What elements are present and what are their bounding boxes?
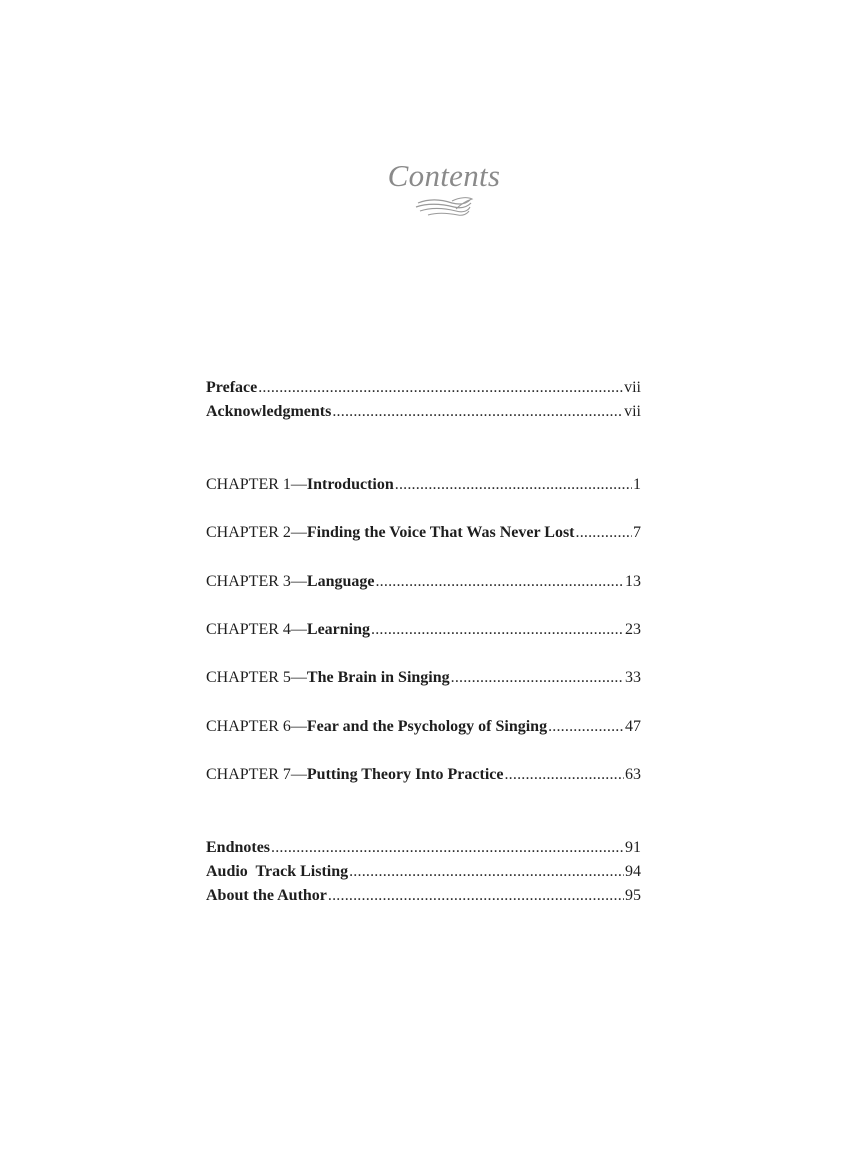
toc-entry-acknowledgments[interactable] — [206, 400, 641, 424]
dot-leader — [332, 400, 623, 424]
toc-entry-chapter-4[interactable] — [206, 618, 641, 642]
toc-entry-page: 47 — [625, 718, 641, 735]
dot-leader — [504, 763, 624, 787]
chapter-prefix: CHAPTER 4— — [206, 621, 307, 638]
dot-leader — [375, 570, 624, 594]
chapter-prefix: CHAPTER 6— — [206, 718, 307, 735]
contents-heading — [0, 157, 864, 221]
toc-entry-page: vii — [624, 403, 641, 420]
chapter-prefix: CHAPTER 2— — [206, 524, 307, 541]
chapter-prefix: CHAPTER 1— — [206, 476, 307, 493]
toc-entry-page: 13 — [625, 573, 641, 590]
toc-entry-chapter-3[interactable] — [206, 570, 641, 594]
dot-leader — [271, 836, 624, 860]
toc-entry-title: Endnotes — [206, 839, 271, 856]
toc-entry-title: Introduction — [306, 476, 394, 493]
toc-entry-chapter-6[interactable] — [206, 715, 641, 739]
toc-entry-title: Finding the Voice That Was Never Lost — [306, 524, 575, 541]
dot-leader — [371, 618, 624, 642]
toc-entry-page: 1 — [633, 476, 641, 493]
toc-entry-chapter-2[interactable] — [206, 521, 641, 545]
toc-entry-page: 7 — [633, 524, 641, 541]
dot-leader — [328, 884, 624, 908]
toc-entry-page: 91 — [625, 839, 641, 856]
toc-entry-audio-track-listing[interactable] — [206, 860, 641, 884]
chapter-prefix: CHAPTER 3— — [206, 573, 307, 590]
toc-entry-title: About the Author — [206, 887, 327, 904]
toc-entry-title: Audio Track Listing — [206, 863, 349, 880]
toc-entry-page: 63 — [625, 766, 641, 783]
toc-entry-page: 95 — [625, 887, 641, 904]
dot-leader — [349, 860, 624, 884]
toc-entry-chapter-7[interactable] — [206, 763, 641, 787]
toc-entry-title: Putting Theory Into Practice — [306, 766, 504, 783]
toc-entry-title: Language — [306, 573, 375, 590]
dot-leader — [451, 666, 624, 690]
toc-entry-page: vii — [624, 379, 641, 396]
dot-leader — [395, 473, 632, 497]
toc-entry-about-the-author[interactable] — [206, 884, 641, 908]
toc-entry-page: 33 — [625, 669, 641, 686]
toc-entry-page: 94 — [625, 863, 641, 880]
page-title: Contents — [387, 158, 501, 193]
toc-entry-title: Preface — [206, 379, 258, 396]
dot-leader — [258, 376, 623, 400]
toc-entry-page: 23 — [625, 621, 641, 638]
dot-leader — [548, 715, 624, 739]
toc-entry-title: The Brain in Singing — [306, 669, 450, 686]
toc-entry-endnotes[interactable] — [206, 836, 641, 860]
feather-flourish-icon — [414, 195, 474, 221]
chapter-prefix: CHAPTER 5— — [206, 669, 307, 686]
toc-entry-chapter-5[interactable] — [206, 666, 641, 690]
dot-leader — [576, 521, 633, 545]
toc-entry-title: Learning — [306, 621, 371, 638]
toc-entry-title: Fear and the Psychology of Singing — [306, 718, 548, 735]
chapter-prefix: CHAPTER 7— — [206, 766, 307, 783]
toc-entry-chapter-1[interactable] — [206, 473, 641, 497]
toc-entry-preface[interactable] — [206, 376, 641, 400]
toc-entry-title: Acknowledgments — [206, 403, 332, 420]
